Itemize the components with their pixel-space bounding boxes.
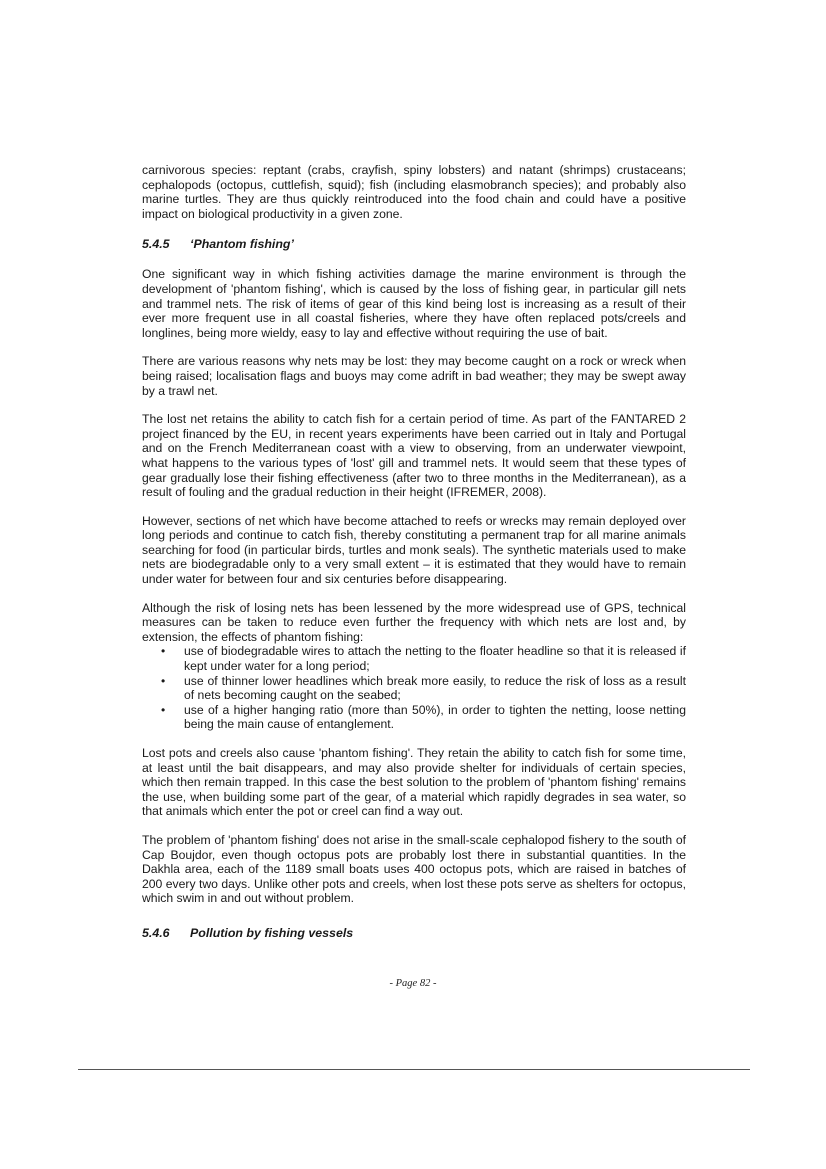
paragraph-reefs-wrecks: However, sections of net which have become attached to reefs or wrecks may remain deployed over long periods and continue to catch fish, thereby constituting a permanent trap for all marine animals searching for food (in particular birds, turtles and monk seals). The synthetic materials used to make nets are biodegradable only to a very small extent – it is estimated that they would have to remain under water for between four and six centuries before disappearing.: [142, 513, 686, 587]
list-item: [142, 644, 686, 673]
section-title: Pollution by fishing vessels: [190, 925, 354, 940]
paragraph-lost-pots-creels: Lost pots and creels also cause 'phantom fishing'. They retain the ability to catch fish for some time, at least until the bait disappears, and may also provide shelter for individuals of certain species, which then remain trapped. In this case the best solution to the problem of 'phantom fishing' remains the use, when building some part of the gear, of a material which rapidly degrades in sea water, so that animals which enter the pot or creel can find a way out.: [142, 746, 686, 819]
paragraph-technical-measures: Although the risk of losing nets has been lessened by the more widespread use of GPS, technical measures can be taken to reduce even further the frequency with which nets are lost and, by extension, the effects of phantom fishing:: [142, 600, 686, 644]
section-heading-phantom-fishing: [142, 237, 686, 252]
footer-divider: [78, 1069, 750, 1070]
section-number: 5.4.5: [142, 237, 170, 252]
paragraph-carnivorous-species: carnivorous species: reptant (crabs, crayfish, spiny lobsters) and natant (shrimps) crustaceans; cephalopods (octopus, cuttlefish, squid); fish (including elasmobranch species); and probably also marine turtles. They are thus quickly reintroduced into the food chain and could have a positive impact on biological productivity in a given zone.: [142, 163, 686, 221]
section-title: ‘Phantom fishing’: [190, 237, 294, 252]
section-number: 5.4.6: [142, 925, 170, 940]
paragraph-fantared-project: The lost net retains the ability to catch fish for a certain period of time. As part of the FANTARED 2 project financed by the EU, in recent years experiments have been carried out in Italy and Portugal and on the French Mediterranean coast with a view to observing, from an underwater viewpoint, what happens to the various types of 'lost' gill and trammel nets. It would seem that these types of gear gradually lose their fishing effectiveness (after two to three months in the Mediterranean), as a result of fouling and the gradual reduction in their height (IFREMER, 2008).: [142, 412, 686, 500]
document-body: [142, 163, 686, 956]
paragraph-cap-boujdor: The problem of 'phantom fishing' does not arise in the small-scale cephalopod fishery to the south of Cap Boujdor, even though octopus pots are probably lost there in substantial quantities. In the Dakhla area, each of the 1189 small boats uses 400 octopus pots, which are raised in batches of 200 every two days. Unlike other pots and creels, when lost these pots serve as shelters for octopus, which swim in and out without problem.: [142, 832, 686, 906]
paragraph-reasons-nets-lost: There are various reasons why nets may be lost: they may become caught on a rock or wreck when being raised; localisation flags and buoys may come adrift in bad weather; they may be swept away by a trawl net.: [142, 354, 686, 398]
bullet-list-measures: [142, 644, 686, 732]
section-heading-pollution: [142, 926, 686, 941]
paragraph-phantom-fishing-intro: One significant way in which fishing activities damage the marine environment is through the development of 'phantom fishing', which is caused by the loss of fishing gear, in particular gill nets and trammel nets. The risk of items of gear of this kind being lost is increasing as a result of their ever more frequent use in all coastal fisheries, where they have often replaced pots/creels and longlines, being more wieldy, easy to lay and effective without requiring the use of bait.: [142, 267, 686, 340]
list-item-text: use of a higher hanging ratio (more than 50%), in order to tighten the netting, loose netting being the main cause of entanglement.: [184, 702, 686, 732]
bullet-icon: •: [161, 673, 166, 688]
page-number-footer: - Page 82 -: [389, 978, 437, 989]
list-item: [142, 703, 686, 732]
list-item-text: use of thinner lower headlines which break more easily, to reduce the risk of loss as a result of nets becoming caught on the seabed;: [184, 673, 686, 703]
bullet-icon: •: [161, 702, 166, 717]
list-item: [142, 674, 686, 703]
list-item-text: use of biodegradable wires to attach the netting to the floater headline so that it is released if kept under water for a long period;: [184, 644, 686, 674]
bullet-icon: •: [161, 644, 166, 659]
